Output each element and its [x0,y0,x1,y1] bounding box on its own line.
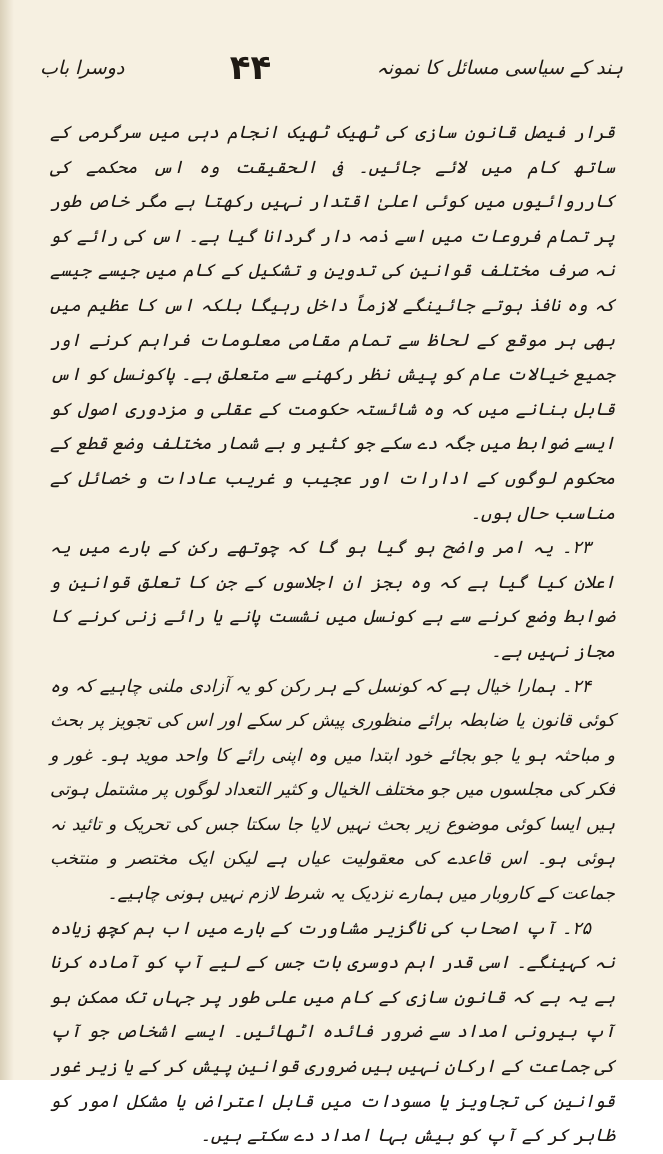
paragraph: ۲۴۔ ہمارا خیال ہے کہ کونسل کے ہر رکن کو یہ آزادی ملنی چاہیے کہ وہ کوئی قانون یا ضابطہ برائے منظوری پیش کر سکے اور اس کی تجویز پر بحث و مباحثہ ہو یا جو بجائے خود ابتدا میں وہ اپنی رائے کا واحد موید ہو۔ غور و فکر کی مجلسوں میں جو مختلف الخیال و کثیر التعداد لوگوں پر مشتمل ہوتی ہیں ایسا کوئی موضوع زیر بحث نہیں لایا جا سکتا جس کی تحریک و تائید نہ ہوئی ہو۔ اس قاعدے کی معقولیت عیاں ہے لیکن ایک مختصر و منتخب جماعت کے کاروبار میں ہمارے نزدیک یہ شرط لازم نہیں ہونی چاہیے۔ [50,676,616,905]
paragraph: قرار فیصل قانون سازی کی ٹھیک ٹھیک انجام دہی میں سرگرمی کے ساتھ کام میں لائے جائیں۔ فی الحقیقت وہ اس محکمے کی کارروائیوں میں کوئی اعلیٰ اقتدار نہیں رکھتا ہے مگر خاص طور پر تمام فروعات میں اسے ذمہ دار گردانا گیا ہے۔ اس کی رائے کو نہ صرف مختلف قوانین کی تدوین و تشکیل کے کام میں جیسے جیسے کہ وہ نافذ ہوتے جائینگے لازماً داخل رہیگا بلکہ اس کا عظیم میں بھی ہر موقع کے لحاظ سے تمام مقامی معلومات فراہم کرنے اور جمیع خیالات عام کو پیش نظر رکھنے سے متعلق ہے۔ پاکونسل کو اس قابل بنانے میں کہ وہ شائستہ حکومت کے عقلی و مزدوری اصول کو ایسے ضوابط میں جگہ دے سکے جو کثیر و بے شمار مختلف وضع قطع کے محکوم لوگوں کے ادارات اور عجیب و غریب عادات و خصائل کے مناسب حال ہوں۔ [50,123,615,524]
page-header [40,46,623,90]
paragraph: ۲۳۔ یہ امر واضح ہو گیا ہو گا کہ چوتھے رکن کے بارے میں یہ اعلان کیا گیا ہے کہ وہ بجز ان اجلاسوں کے جن کا تعلق قوانین و ضوابط وضع کرنے سے ہے کونسل میں نشست پانے یا رائے زنی کرنے کا مجاز نہیں ہے۔ [50,538,615,662]
running-title: ہند کے سیاسی مسائل کا نمونہ [376,57,623,79]
body-text [50,116,615,1154]
paragraph: ۲۵۔ آپ اصحاب کی ناگزیر مشاورت کے بارے میں اب ہم کچھ زیادہ نہ کہینگے۔ اسی قدر اہم دوسری بات جس کے لیے آپ کو آمادہ کرنا ہے یہ ہے کہ قانون سازی کے کام میں علی طور پر جہاں تک ممکن ہو آپ بیرونی امداد سے ضرور فائدہ اٹھائیں۔ ایسے اشخاص جو آپ کی جماعت کے ارکان نہیں ہیں ضروری قوانین پیش کر کے یا زیر غور قوانین کی تجاویز یا مسودات میں قابل اعتراض یا مشکل امور کو ظاہر کر کے آپ کو بیش بہا امداد دے سکتے ہیں۔ [50,918,615,1147]
page-number: ۴۴ [229,48,272,88]
chapter-label: دوسرا باب [40,57,125,79]
page-edge-shadow [0,0,14,1080]
